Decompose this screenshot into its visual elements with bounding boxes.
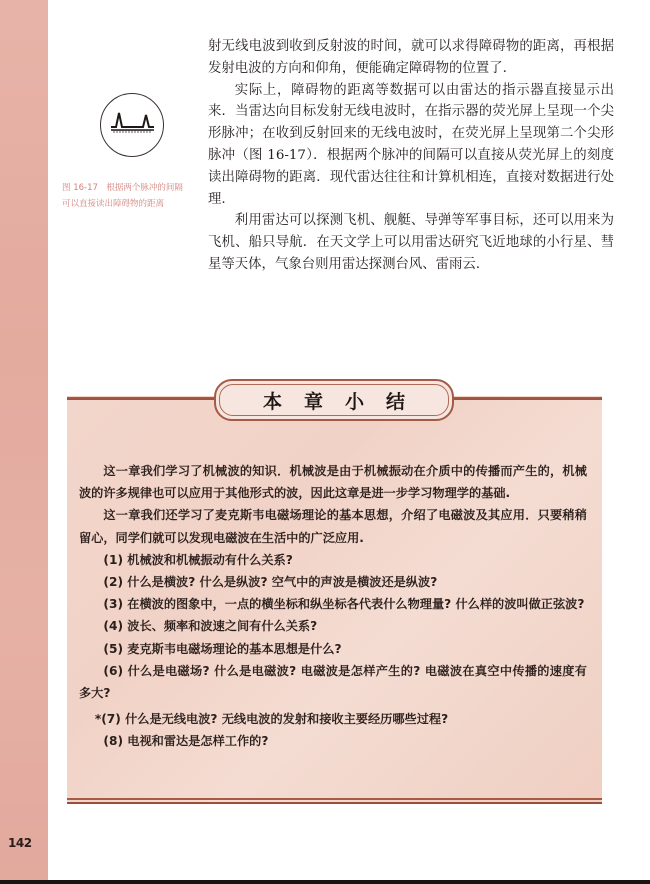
question-text: (5) 麦克斯韦电磁场理论的基本思想是什么? — [103, 641, 342, 656]
paragraph: 实际上，障碍物的距离等数据可以由雷达的指示器直接显示出来．当雷达向目标发射无线电波时，在指示器的荧光屏上呈现一个尖形脉冲；在收到反射回来的无线电波时，在荧光屏上呈现第二个尖形脉冲（图 16-17）．根据两个脉冲的间隔可以直接从荧光屏上的刻度读出障碍物的距离．现代雷达往往和计算机相连，直接对数据进行处理. — [208, 82, 614, 207]
question-text: (4) 波长、频率和波速之间有什么关系? — [103, 619, 318, 634]
question-text: (3) 在横波的图象中，一点的横坐标和纵坐标各代表什么物理量? 什么样的波叫做正弦波? — [103, 597, 585, 612]
summary-title-frame — [214, 379, 454, 421]
summary-text — [79, 460, 587, 753]
summary-paragraph: 这一章我们还学习了麦克斯韦电磁场理论的基本思想，介绍了电磁波及其应用．只要稍稍留心，同学们就可以发现电磁波在生活中的广泛应用. — [79, 508, 587, 545]
summary-bottom-rule — [67, 798, 602, 804]
figure-caption — [62, 180, 202, 212]
question-item — [79, 549, 587, 571]
radar-pulse-display-icon — [100, 93, 164, 157]
question-item — [79, 638, 587, 660]
question-item — [79, 593, 587, 615]
body-text — [208, 36, 614, 276]
question-item — [79, 571, 587, 593]
question-text: (8) 电视和雷达是怎样工作的? — [103, 734, 269, 749]
question-text: (7) 什么是无线电波? 无线电波的发射和接收主要经历哪些过程? — [101, 712, 449, 727]
page-number: 142 — [8, 836, 32, 850]
summary-paragraph: 这一章我们学习了机械波的知识．机械波是由于机械振动在介质中的传播而产生的，机械波的许多规律也可以应用于其他形式的波，因此这章是进一步学习物理学的基础. — [79, 464, 587, 501]
bottom-edge — [0, 880, 650, 884]
caption-line: 可以直接读出障碍物的距离 — [62, 199, 165, 209]
optional-marker: * — [94, 712, 102, 727]
question-text: (6) 什么是电磁场? 什么是电磁波? 电磁波是怎样产生的? 电磁波在真空中传播的速度有多大? — [79, 663, 587, 701]
paragraph: 射无线电波到收到反射波的时间，就可以求得障碍物的距离，再根据发射电波的方向和仰角，便能确定障碍物的位置了. — [208, 39, 614, 76]
question-item — [79, 730, 587, 752]
question-text: (2) 什么是横波? 什么是纵波? 空气中的声波是横波还是纵波? — [103, 575, 438, 590]
question-item — [79, 660, 587, 704]
question-item — [79, 708, 587, 730]
question-text: (1) 机械波和机械振动有什么关系? — [103, 552, 293, 567]
page-margin-strip — [0, 0, 48, 884]
paragraph: 利用雷达可以探测飞机、舰艇、导弹等军事目标，还可以用来为飞机、船只导航．在天文学上可以用雷达研究飞近地球的小行星、彗星等天体，气象台则用雷达探测台风、雷雨云. — [208, 213, 614, 272]
summary-title: 本章小结 — [262, 390, 427, 413]
question-item — [79, 615, 587, 637]
caption-line: 图 16-17 根据两个脉冲的间隔 — [62, 183, 183, 193]
